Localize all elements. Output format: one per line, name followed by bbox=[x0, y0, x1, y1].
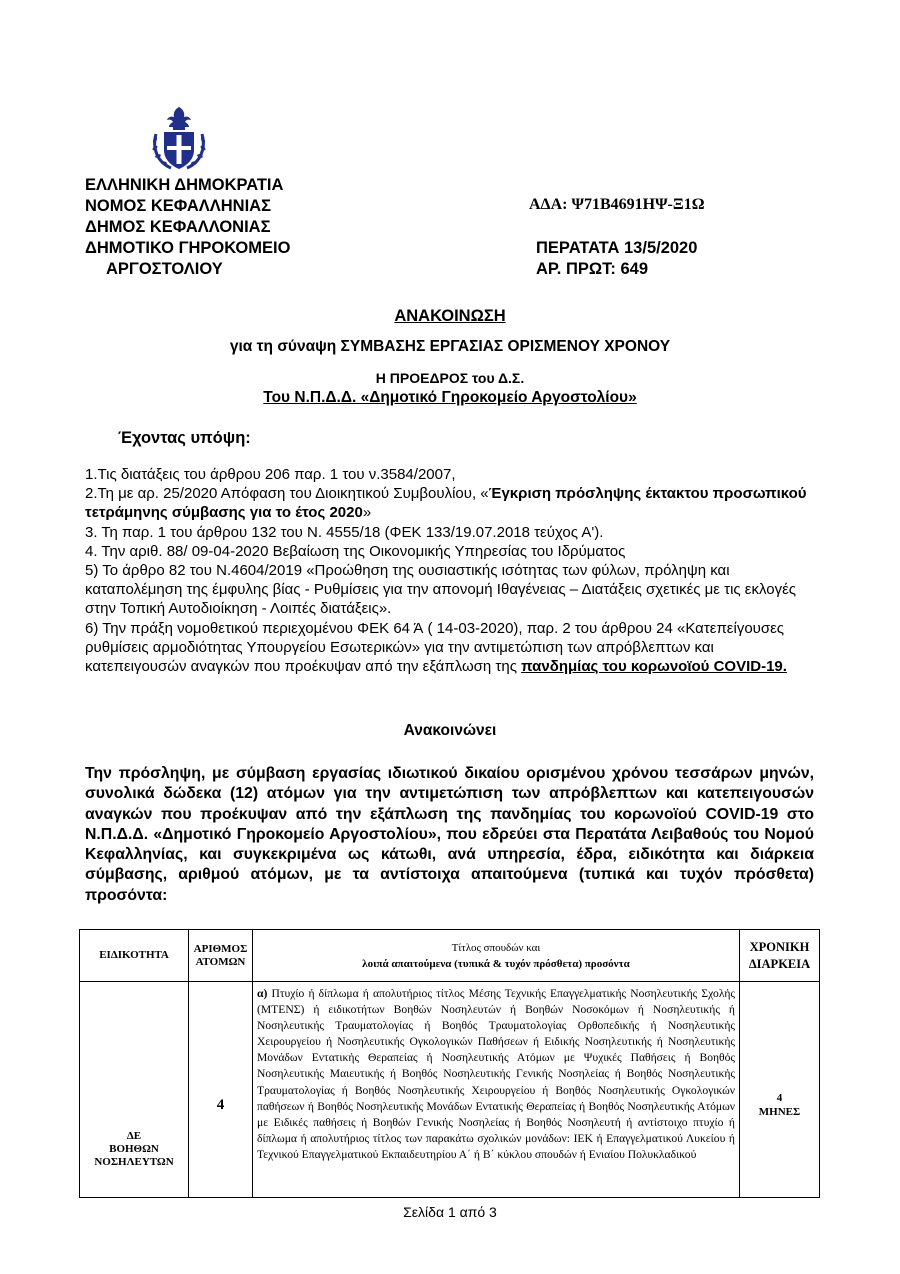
header-description-line: Τίτλος σπουδών και bbox=[451, 941, 541, 954]
reference-item: 5) Το άρθρο 82 του Ν.4604/2019 «Προώθηση της ουσιαστικής ισότητας των φύλων, πρόληψη και καταπολέμηση της έμφυλης βίας - Ρυθμίσεις για την απονομή Ιθαγένειας – Διατάξεις σχετικές με τις εκλογές στην Τοπική Αυτοδιοίκηση - Λοιπές διατάξεις». bbox=[85, 562, 797, 618]
header-count-line: ΑΤΟΜΩΝ bbox=[195, 955, 246, 968]
specialty-line: ΝΟΣΗΛΕΥΤΩΝ bbox=[94, 1156, 174, 1168]
announcement-title: ΑΝΑΚΟΙΝΩΣΗ bbox=[394, 307, 506, 325]
reference-item: 4. Την αριθ. 88/ 09-04-2020 Βεβαίωση της Οικονομικής Υπηρεσίας του Ιδρύματος bbox=[85, 542, 626, 560]
reference-item bbox=[85, 619, 810, 677]
page-footer: Σελίδα 1 από 3 bbox=[403, 1204, 497, 1220]
reference-text: 2.Τη με αρ. 25/2020 Απόφαση του Διοικητικού Συμβουλίου, « bbox=[85, 485, 489, 503]
cell-duration bbox=[740, 982, 820, 1198]
header-description bbox=[253, 930, 740, 982]
greek-coat-of-arms-icon bbox=[147, 104, 211, 174]
table-header-row bbox=[80, 930, 820, 982]
qualification-marker: α) bbox=[257, 987, 268, 1000]
president-line: Η ΠΡΟΕΔΡΟΣ του Δ.Σ. bbox=[375, 370, 525, 386]
issuer-line: ΔΗΜΟΤΙΚΟ ΓΗΡΟΚΟΜΕΙΟ bbox=[85, 239, 291, 257]
reference-underlined-text: πανδημίας του κορωνοϊού COVID-19. bbox=[521, 658, 787, 676]
cell-qualifications bbox=[253, 982, 740, 1198]
positions-table bbox=[79, 929, 820, 1198]
reference-bold-text: Έγκριση πρόσληψης έκτακτου προσωπικού τετράμηνης σύμβασης για το έτος 2020 bbox=[85, 485, 807, 522]
entity-line: Του Ν.Π.Δ.Δ. «Δημοτικό Γηροκομείο Αργοστολίου» bbox=[263, 389, 637, 406]
considering-heading: Έχοντας υπόψη: bbox=[118, 429, 251, 447]
ada-code: ΑΔΑ: Ψ71Β4691ΗΨ-Ξ1Ω bbox=[529, 196, 705, 213]
duration-unit: ΜΗΝΕΣ bbox=[758, 1105, 801, 1118]
header-duration-line: ΧΡΟΝΙΚΗ bbox=[749, 939, 810, 954]
issuer-line: ΔΗΜΟΣ ΚΕΦΑΛΛΟΝΙΑΣ bbox=[85, 218, 271, 236]
duration-value: 4 bbox=[776, 1091, 783, 1104]
references-list bbox=[85, 465, 810, 676]
reference-item: 3. Τη παρ. 1 του άρθρου 132 του Ν. 4555/18 (ΦΕΚ 133/19.07.2018 τεύχος Α'). bbox=[85, 523, 604, 541]
specialty-line: ΔΕ bbox=[126, 1130, 142, 1142]
table-row bbox=[80, 982, 820, 1198]
header-specialty: ΕΙΔΙΚΟΤΗΤΑ bbox=[80, 930, 189, 982]
cell-specialty bbox=[80, 982, 189, 1198]
header-duration bbox=[740, 930, 820, 982]
header-count-line: ΑΡΙΘΜΟΣ bbox=[193, 942, 248, 955]
specialty-line: ΒΟΗΘΩΝ bbox=[109, 1143, 159, 1155]
reference-text: 6) Την πράξη νομοθετικού περιεχομένου ΦΕΚ 64 Ά ( 14-03-2020), παρ. 2 του άρθρου 24 «Κατεπείγουσες ρυθμίσεις αρμοδιότητας Υπουργείου Εσωτερικών» για την αντιμετώπιση των απρόβλεπτων και κατεπειγουσών αναγκών που προέκυψαν από την εξάπλωση της bbox=[85, 619, 785, 676]
issuer-line: ΝΟΜΟΣ ΚΕΦΑΛΛΗΝΙΑΣ bbox=[85, 197, 271, 215]
header-description-line: λοιπά απαιτούμενα (τυπικά & τυχόν πρόσθετα) προσόντα bbox=[362, 957, 630, 970]
cell-count: 4 bbox=[189, 982, 253, 1198]
header-count bbox=[189, 930, 253, 982]
qualification-text: Πτυχίο ή δίπλωμα ή απολυτήριος τίτλος Μέσης Τεχνικής Επαγγελματικής Νοσηλευτικής Σχολής (ΜΤΕΝΣ) ή ειδικοτήτων Βοηθών Νοσηλευτών ή Βοηθών Νοσοκόμων ή Νοσηλευτικής ή Νοσηλευτικής Τραυματολογίας ή Βοηθός Τραυματολογίας Ορθοπεδικής ή Νοσηλευτικής Χειρουργείου ή Νοσηλευτικής Ογκολογικών Παθήσεων ή Ειδικής Νοσηλευτικής ή Νοσηλευτικής Μονάδων Εντατικής Θεραπείας ή Νοσηλευτικής Ατόμων με Ψυχικές Παθήσεις ή Βοηθός Νοσηλευτικής Μαιευτικής ή Βοηθός Νοσηλευτικής Γενικής Νοσηλείας ή Βοηθός Νοσηλευτικής Τραυματολογίας ή Βοηθός Νοσηλευτικής Χειρουργείου ή Βοηθός Νοσηλευτικής Ογκολογικών παθήσεων ή Βοηθός Νοσηλευτικής Μονάδων Εντατικής Θεραπείας ή Βοηθός Νοσηλευτικής Ατόμων με Ειδικές παθήσεις ή Βοηθών Γενικής Νοσηλείας ή Βοηθός Νοσηλευτή ή αντίστοιχο πτυχίο ή δίπλωμα ή απολυτήριος τίτλος των παρακάτω σχολικών μονάδων: ΙΕΚ ή Επαγγελματικού Λυκείου ή Τεχνικού Επαγγελματικού Εκπαιδευτηρίου Α΄ ή Β΄ κύκλου σπουδών ή Ενιαίου Πολυκλαδικού bbox=[257, 987, 735, 1161]
place-protocol-block bbox=[536, 238, 697, 280]
reference-item: 1.Τις διατάξεις του άρθρου 206 παρ. 1 του ν.3584/2007, bbox=[85, 466, 456, 483]
issuer-line: ΕΛΛΗΝΙΚΗ ΔΗΜΟΚΡΑΤΙΑ bbox=[85, 176, 284, 194]
place-date: ΠΕΡΑΤΑΤΑ 13/5/2020 bbox=[536, 239, 698, 257]
body-paragraph: Την πρόσληψη, με σύμβαση εργασίας ιδιωτικού δικαίου ορισμένου χρόνου τεσσάρων μηνών, συνολικά δώδεκα (12) ατόμων για την αντιμετώπιση των απρόβλεπτων και κατεπειγουσών αναγκών που προέκυψαν από την εξάπλωση της πανδημίας του κορωνοϊού COVID-19 στο Ν.Π.Δ.Δ. «Δημοτικό Γηροκομείο Αργοστολίου», που εδρεύει στα Περατάτα Λειβαθούς του Νομού Κεφαλληνίας, και συγκεκριμένα ως κάτωθι, ανά υπηρεσία, έδρα, ειδικότητα και διάρκεια σύμβασης, αριθμού ατόμων, με τα αντίστοιχα απαιτούμενα (τυπικά και τυχόν πρόσθετα) προσόντα: bbox=[85, 765, 814, 904]
reference-item bbox=[85, 484, 810, 522]
announcement-subtitle: για τη σύναψη ΣΥΜΒΑΣΗΣ ΕΡΓΑΣΙΑΣ ΟΡΙΣΜΕΝΟΥ ΧΡΟΝΟΥ bbox=[229, 338, 671, 355]
protocol-number: ΑΡ. ΠΡΩΤ: 649 bbox=[536, 260, 649, 278]
issuer-line: ΑΡΓΟΣΤΟΛΙΟΥ bbox=[106, 260, 223, 278]
issuer-block bbox=[85, 175, 290, 280]
announces-heading: Ανακοινώνει bbox=[403, 722, 497, 739]
header-duration-line: ΔΙΑΡΚΕΙΑ bbox=[748, 956, 811, 971]
reference-text: » bbox=[362, 504, 372, 522]
